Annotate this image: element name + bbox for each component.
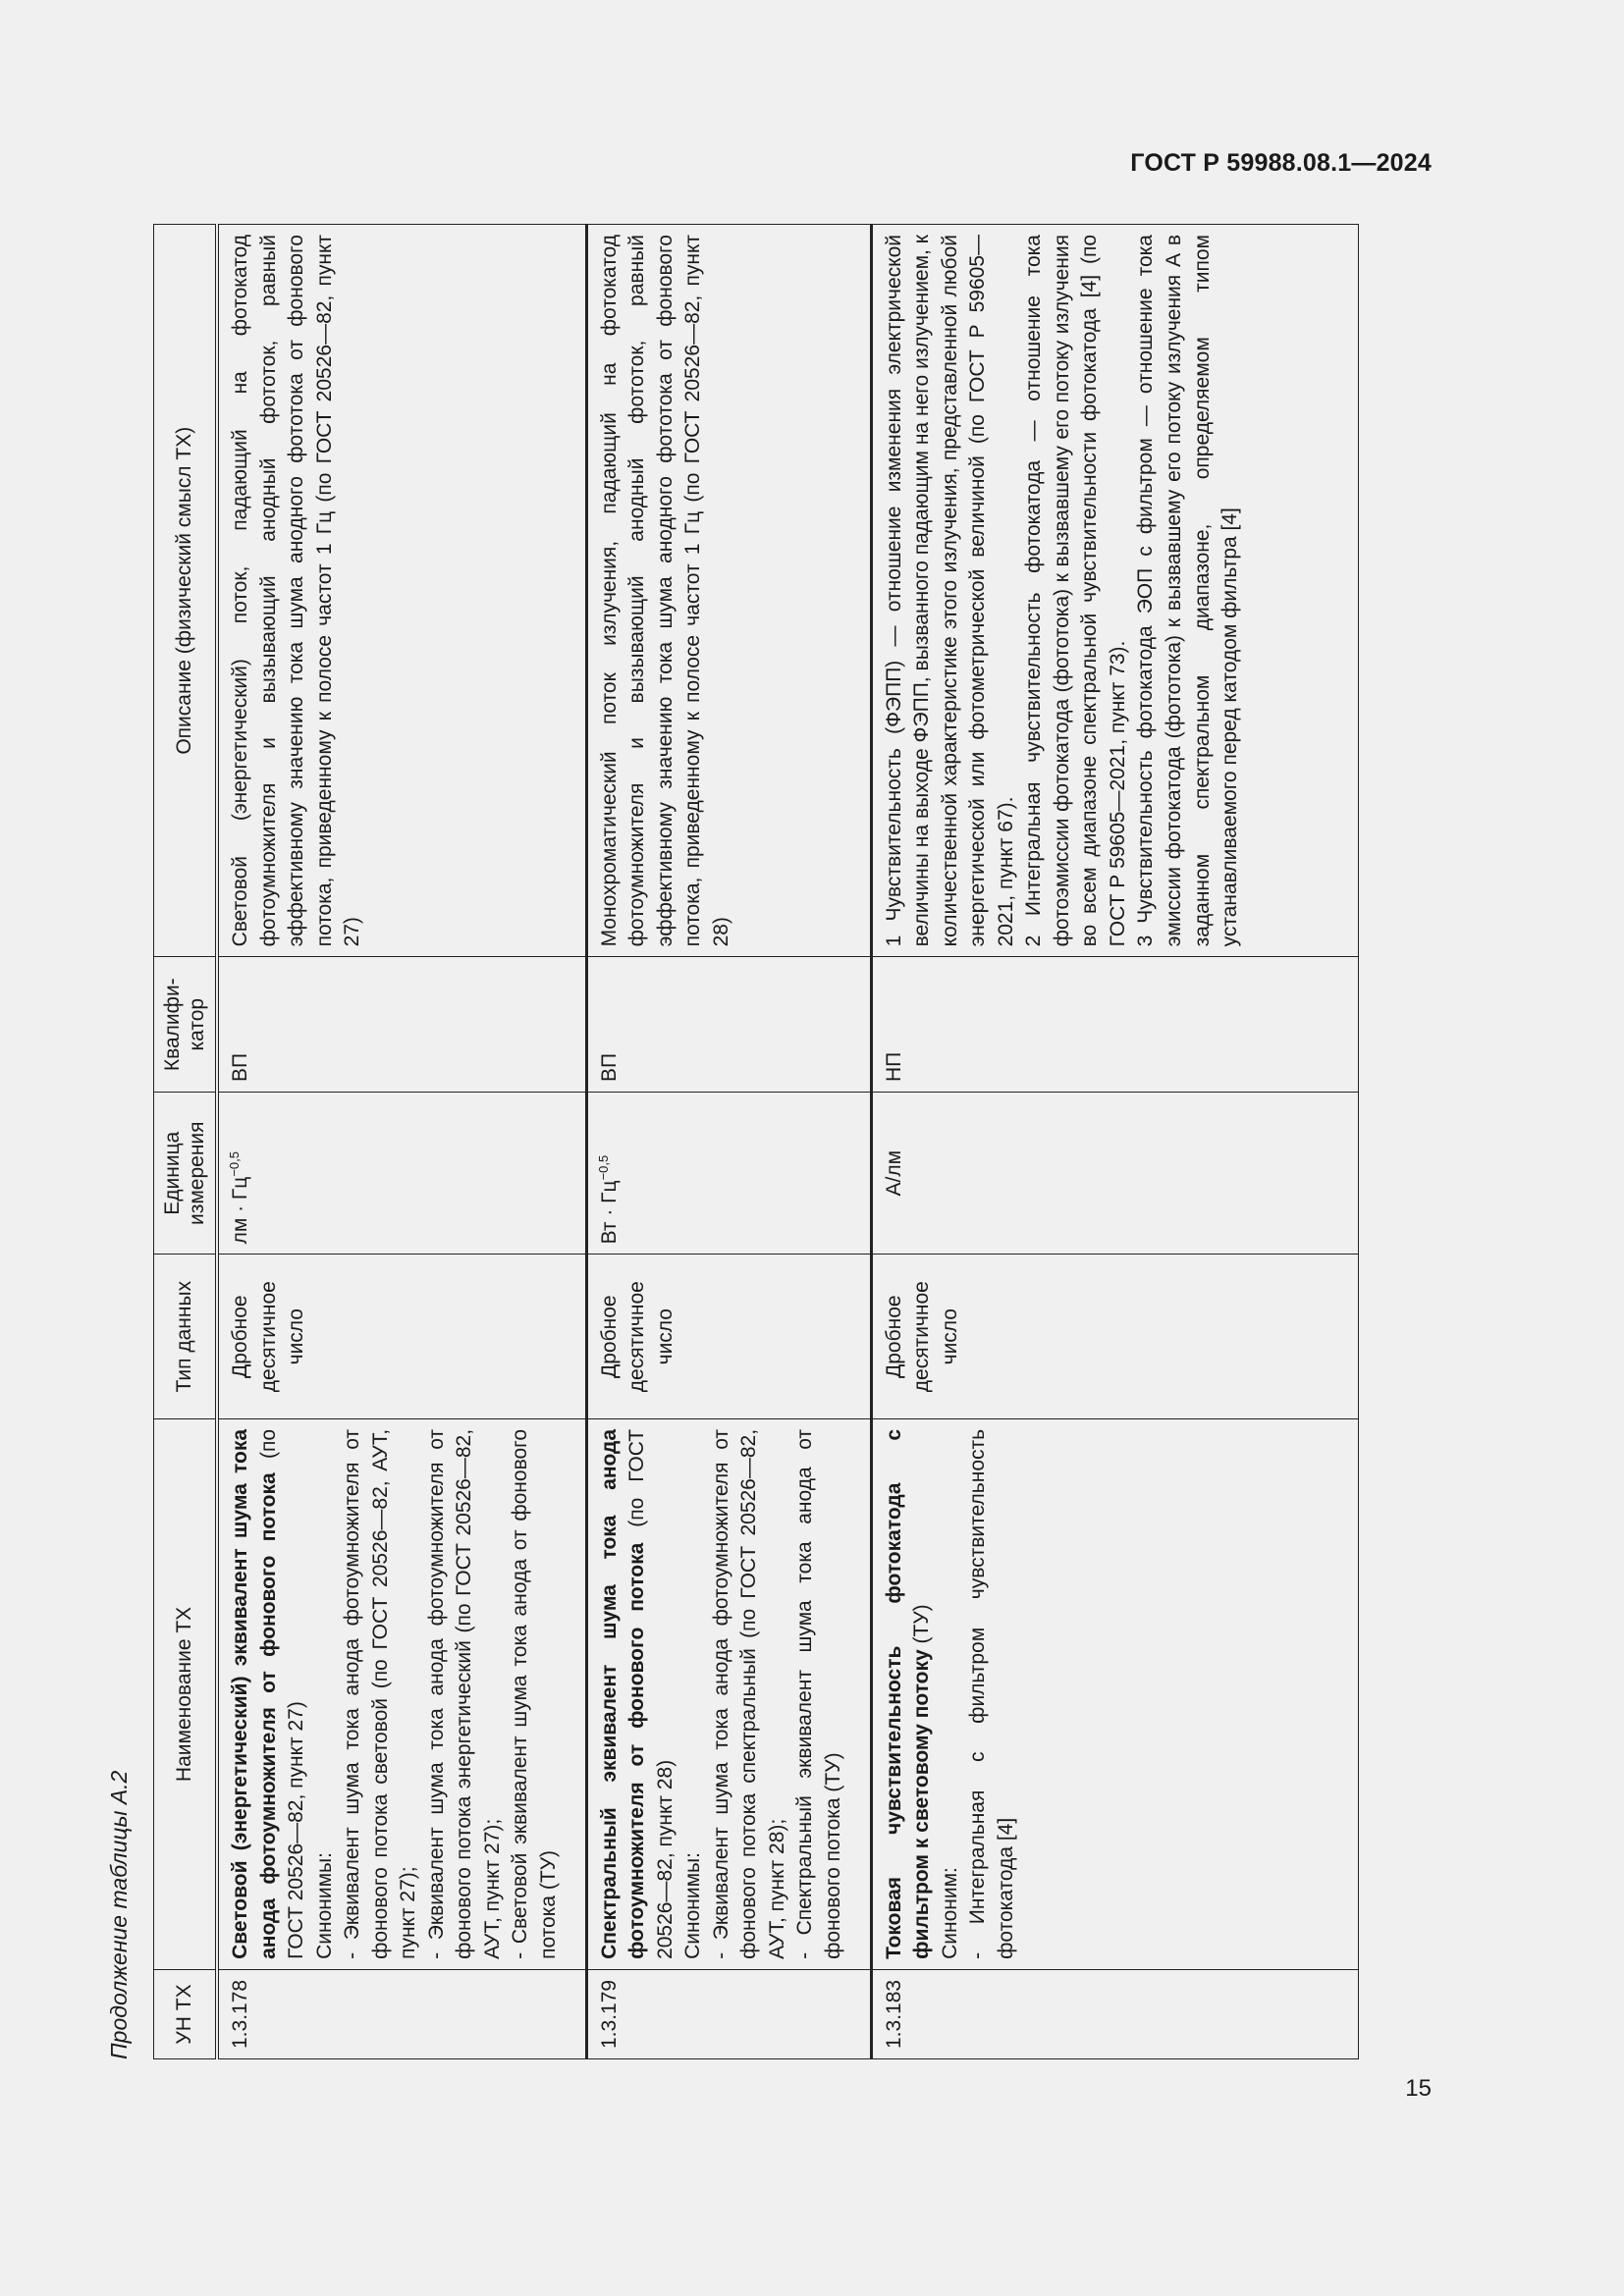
description-line: Монохроматический поток излучения, падающий на фотокатод фотоумножителя и вызывающий анодный фототок, равный эффективному значению тока шума анодного фототока от фонового потока, приведенному к полосе частот 1 Гц (по ГОСТ 20526—82, пункт 28) bbox=[597, 235, 732, 947]
cell-qualifier: ВП bbox=[586, 957, 871, 1093]
description-line: 2 Интегральная чувствительность фотокатода — отношение тока фотоэмиссии фотокатода (фототока) к вызвавшему его потоку излучения во всем диапазоне спектральной чувствительности фотокатода [4] (по ГОСТ Р 59605—2021, пункт 73). bbox=[1022, 235, 1129, 947]
name-bold: Спектральный эквивалент шума тока анода фотоумножителя от фонового потока bbox=[597, 1428, 649, 1959]
synonym: - Эквивалент шума тока анода фотоумножителя от фонового потока световой (по ГОСТ 20526—82, АУТ, пункт 27); bbox=[341, 1428, 420, 1959]
table-header-row bbox=[154, 225, 218, 2059]
table-row bbox=[871, 225, 1358, 2059]
description-line: Световой (энергетический) поток, падающий на фотокатод фотоумножителя и вызывающий анодный фототок, равный эффективному значению тока шума анодного фототока от фонового потока, приведенному к полосе частот 1 Гц (по ГОСТ 20526—82, пункт 27) bbox=[229, 235, 364, 947]
table-row bbox=[586, 225, 871, 2059]
col-header-type: Тип данных bbox=[154, 1255, 218, 1419]
cell-unit bbox=[217, 1093, 586, 1255]
unit-base: лм · Гц bbox=[229, 1176, 251, 1245]
col-header-qualifier: Квалифи-катор bbox=[154, 957, 218, 1093]
cell-description bbox=[217, 225, 586, 957]
characteristics-table bbox=[153, 224, 1359, 2059]
col-header-id: УН ТХ bbox=[154, 1969, 218, 2058]
name-ref: (ТУ) bbox=[910, 1604, 934, 1650]
table-row bbox=[217, 225, 586, 2059]
description-line: 3 Чувствительность фотокатода ЭОП с фильтром — отношение тока эмиссии фотокатода (фототока) к вызвавшему его потоку излучения А в заданном спектральном диапазоне, определяемом типом устанавливаемого перед катодом фильтра [4] bbox=[1134, 235, 1242, 947]
page-number: 15 bbox=[1405, 2075, 1432, 2102]
synonym: - Эквивалент шума тока анода фотоумножителя от фонового потока спектральный (по ГОСТ 20526—82, АУТ, пункт 28); bbox=[709, 1428, 788, 1959]
cell-id: 1.3.179 bbox=[586, 1969, 871, 2058]
synonym: - Интегральная с фильтром чувствительность фотокатода [4] bbox=[966, 1428, 1017, 1959]
synonyms-label: Синонимы: bbox=[681, 1852, 705, 1959]
cell-name bbox=[871, 1418, 1358, 1969]
cell-qualifier: НП bbox=[871, 957, 1358, 1093]
cell-description bbox=[871, 225, 1358, 957]
document-code: ГОСТ Р 59988.08.1—2024 bbox=[1130, 149, 1432, 177]
cell-id: 1.3.178 bbox=[217, 1969, 586, 2058]
name-bold: Токовая чувствительность фотокатода с фильтром к световому потоку bbox=[882, 1428, 934, 1959]
cell-unit bbox=[871, 1093, 1358, 1255]
unit-exponent: −0,5 bbox=[227, 1150, 242, 1177]
unit-exponent: −0,5 bbox=[595, 1154, 611, 1181]
cell-name bbox=[217, 1418, 586, 1969]
description-line: 1 Чувствительность (ФЭПП) — отношение изменения электрической величины на выходе ФЭПП, вызванного падающим на него излучением, к количественной характеристике этого излучения, представленной любой энергетической или фотометрической величиной (по ГОСТ Р 59605—2021, пункт 67). bbox=[882, 235, 1017, 947]
col-header-unit: Единица измерения bbox=[154, 1093, 218, 1255]
cell-type: Дробное десятичное число bbox=[871, 1255, 1358, 1419]
col-header-description: Описание (физический смысл ТХ) bbox=[154, 225, 218, 957]
cell-type: Дробное десятичное число bbox=[586, 1255, 871, 1419]
synonyms-label: Синоним: bbox=[938, 1867, 961, 1959]
synonym: - Эквивалент шума тока анода фотоумножителя от фонового потока энергетический (по ГОСТ 20526—82, АУТ, пункт 27); bbox=[424, 1428, 504, 1959]
col-header-name: Наименование ТХ bbox=[154, 1418, 218, 1969]
rotated-page-content bbox=[106, 224, 1379, 2059]
unit-base: А/лм bbox=[882, 1149, 905, 1197]
synonym: - Световой эквивалент шума тока анода от фонового потока (ТУ) bbox=[509, 1428, 561, 1959]
synonyms-label: Синонимы: bbox=[312, 1852, 336, 1959]
name-ref: (по ГОСТ 20526—82, пункт 28) bbox=[625, 1428, 677, 1959]
cell-qualifier: ВП bbox=[217, 957, 586, 1093]
cell-description bbox=[586, 225, 871, 957]
cell-unit bbox=[586, 1093, 871, 1255]
cell-type: Дробное десятичное число bbox=[217, 1255, 586, 1419]
cell-id: 1.3.183 bbox=[871, 1969, 1358, 2058]
table-caption: Продолжение таблицы А.2 bbox=[106, 1770, 132, 2059]
name-ref: (по ГОСТ 20526—82, пункт 27) bbox=[256, 1428, 308, 1959]
unit-base: Вт · Гц bbox=[597, 1180, 621, 1245]
synonym: - Спектральный эквивалент шума тока анода от фонового потока (ТУ) bbox=[793, 1428, 844, 1959]
name-bold: Световой (энергетический) эквивалент шума тока анода фотоумножителя от фонового потока bbox=[229, 1428, 280, 1959]
cell-name bbox=[586, 1418, 871, 1969]
